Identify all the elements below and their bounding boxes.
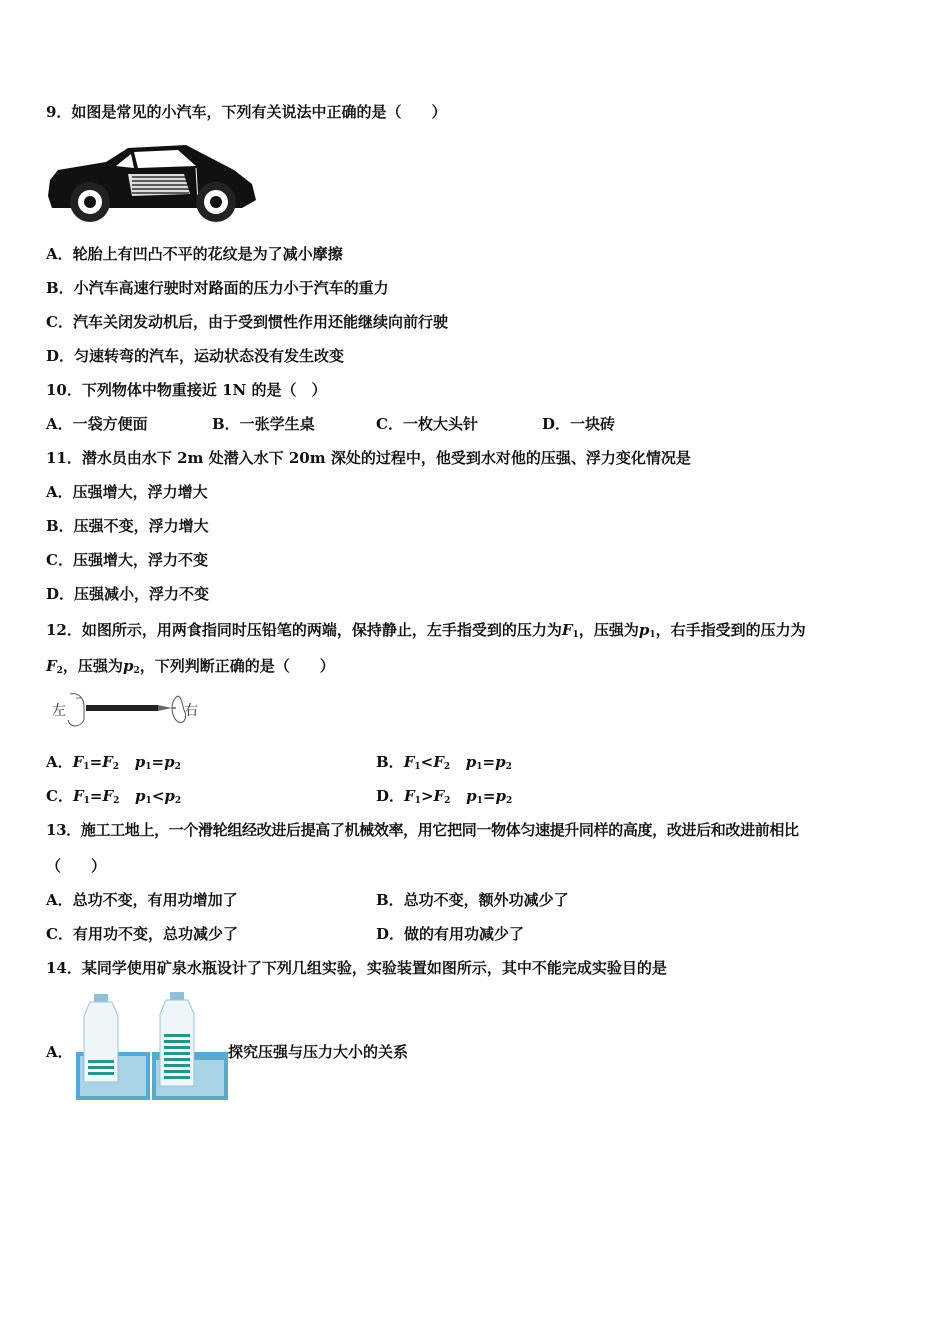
q10-stem: 10．下列物体中物重接近 1N 的是（ ） <box>46 381 327 399</box>
q9-option-d: D．匀速转弯的汽车，运动状态没有发生改变 <box>46 347 345 365</box>
q10-option-a: A．一袋方便面 <box>46 415 148 433</box>
q10-option-b: B．一张学生桌 <box>212 415 315 433</box>
q13-option-d: D．做的有用功减少了 <box>376 925 525 943</box>
q10-option-c: C．一枚大头针 <box>376 415 478 433</box>
q14-option-a-label: A． <box>46 1043 73 1061</box>
q10-option-d: D．一块砖 <box>542 415 616 433</box>
q12-option-b: B．$F_1<F_2$ $p_1=p_2$ <box>376 753 512 772</box>
q12-option-a: A．$F_1=F_2$ $p_1=p_2$ <box>46 753 181 772</box>
q13-stem: 13．施工工地上，一个滑轮组经改进后提高了机械效率，用它把同一物体匀速提升同样的高度，改进后和改进前相比 <box>46 821 799 839</box>
q11-option-a: A．压强增大，浮力增大 <box>46 483 208 501</box>
q12-stem-line2: $F_2$，压强为$p_2$，下列判断正确的是（ ） <box>46 657 335 676</box>
bottles-sponge-figure <box>76 990 228 1102</box>
q12-option-c: C．$F_1=F_2$ $p_1<p_2$ <box>46 787 182 806</box>
fig-label-left: 左 <box>52 703 66 719</box>
q11-option-d: D．压强减小，浮力不变 <box>46 585 210 603</box>
q14-option-a-text: 探究压强与压力大小的关系 <box>228 1043 409 1061</box>
q11-option-b: B．压强不变，浮力增大 <box>46 517 209 535</box>
q13-stem-cont: （ ） <box>46 857 107 875</box>
q9-stem: 9．如图是常见的小汽车，下列有关说法中正确的是（ ） <box>46 103 447 121</box>
q9-option-c: C．汽车关闭发动机后，由于受到惯性作用还能继续向前行驶 <box>46 313 448 331</box>
q11-stem: 11．潜水员由水下 2m 处潜入水下 20m 深处的过程中，他受到水对他的压强、浮力变化情况是 <box>46 449 691 467</box>
car-figure <box>46 140 258 225</box>
q12-option-d: D．$F_1>F_2$ $p_1=p_2$ <box>376 787 513 806</box>
pencil-drawing <box>50 690 202 732</box>
q11-option-c: C．压强增大，浮力不变 <box>46 551 208 569</box>
q9-option-b: B．小汽车高速行驶时对路面的压力小于汽车的重力 <box>46 279 389 297</box>
q12-stem-line1: 12．如图所示，用两食指同时压铅笔的两端，保持静止，左手指受到的压力为$F_1$，压强为$p_1$，右手指受到的压力为 <box>46 621 806 640</box>
pencil-figure <box>50 690 202 732</box>
fig-label-right: 右 <box>184 703 198 719</box>
q13-option-a: A．总功不变，有用功增加了 <box>46 891 238 909</box>
q13-option-b: B．总功不变，额外功减少了 <box>376 891 569 909</box>
q14-stem: 14．某同学使用矿泉水瓶设计了下列几组实验，实验装置如图所示，其中不能完成实验目的是 <box>46 959 667 977</box>
q9-option-a: A．轮胎上有凹凸不平的花纹是为了减小摩擦 <box>46 245 343 263</box>
q13-option-c: C．有用功不变，总功减少了 <box>46 925 238 943</box>
